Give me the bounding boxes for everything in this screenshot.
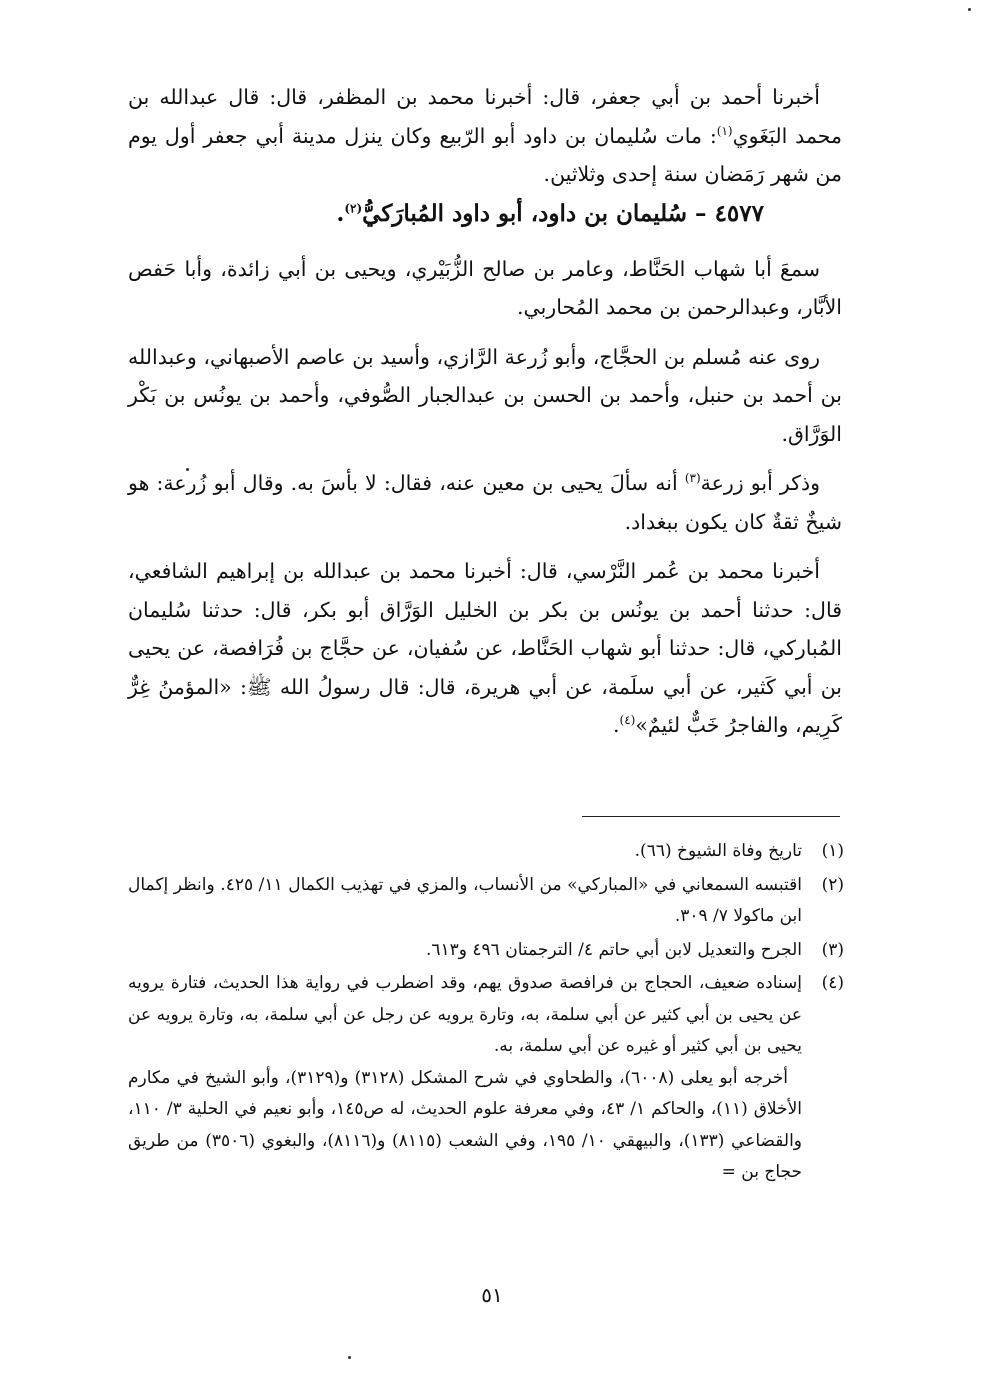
footnote-line: أخرجه أبو يعلى (٦٠٠٨)، والطحاوي في شرح المشكل (٣١٢٨) و(٣١٢٩)، وأبو الشيخ في مكارم الأخلاق (١١)، والحاكم ١/ ٤٣، وفي معرفة علوم الحديث، له ص١٤٥، وأبو نعيم في الحلية ٣/ ١١٠، والقضاعي (١٣٣)، والبيهقي ١٠/ ١٩٥، وفي الشعب (٨١١٥) و(٨١١٦)، والبغوي (٣٥٠٦) من طريق حجاج بن = (128, 1067, 802, 1182)
footnotes (128, 836, 844, 1191)
paragraph-text: : مات سُليمان بن داود أبو الرّبيع وكان ينزل مدينة أبي جعفر أول يوم من شهر رَمَضان سنة إحدى وثلاثين. (128, 123, 842, 186)
paragraph-text: أخبرنا أحمد بن أبي جعفر، قال: أخبرنا محمد بن المظفر، قال: قال عبدالله بن محمد البَغَوي (128, 85, 843, 148)
footnote-number: (٤) (821, 973, 844, 993)
footnote-line: اقتبسه السمعاني في «المباركي» من الأنساب، والمزي في تهذيب الكمال ١١/ ٤٢٥. وانظر إكمال ابن ماكولا ٧/ ٣٠٩. (128, 874, 802, 926)
footnote-line: تاريخ وفاة الشيوخ (٦٦). (634, 841, 802, 861)
paragraph-5 (128, 552, 842, 745)
footnote-text (128, 935, 802, 967)
footnote-text (128, 870, 802, 933)
scan-speck (186, 468, 189, 471)
paragraph-text: أخبرنا محمد بن عُمر النَّرْسي، قال: أخبرنا محمد بن عبدالله بن إبراهيم الشافعي، قال: حدثنا أحمد بن يونُس بن بكر بن الخليل الوَرَّاق أبو بكر، قال: حدثنا سُليمان المُباركي، قال: حدثنا أبو شهاب الحَنَّاط، عن سُفيان، عن حجَّاج بن فُرَافصة، عن يحيى بن أبي كَثير، عن أبي سلَمة، عن أبي هريرة، قال: قال رسولُ الله ﷺ: «المؤمنُ غِرٌّ كَرِيم، والفاجرُ خَبٌّ لئيمٌ» (128, 559, 842, 737)
paragraph-text: . (613, 713, 620, 737)
footnote-ref-1[interactable]: (١) (716, 123, 733, 138)
footnote-line: الجرح والتعديل لابن أبي حاتم ٤/ الترجمتان ٤٩٦ و٦١٣. (425, 939, 802, 960)
main-text (128, 78, 842, 745)
footnote-number: (١) (821, 841, 844, 861)
footnote-item (128, 836, 844, 868)
scan-speck (968, 8, 971, 11)
footnote-item (128, 870, 844, 933)
footnote-divider (582, 816, 840, 817)
heading-text: . (336, 199, 345, 227)
paragraph-4 (128, 464, 842, 541)
footnote-number: (٣) (821, 939, 844, 960)
paragraph-3: روى عنه مُسلم بن الحجَّاج، وأبو زُرعة الرَّازي، وأسيد بن عاصم الأصبهاني، وعبدالله بن أحمد بن حنبل، وأحمد بن الحسن بن عبدالجبار الصُّوفي، وأحمد بن يونُس بن بَكْر الوَرَّاق. (128, 344, 842, 446)
scan-speck (348, 1356, 351, 1359)
paragraph-1 (128, 78, 842, 194)
entry-heading (128, 194, 842, 234)
heading-text: ٤٥٧٧ – سُليمان بن داود، أبو داود المُبارَكيُّ (362, 199, 764, 227)
footnote-text (128, 836, 802, 868)
footnote-ref-4[interactable]: (٤) (619, 713, 636, 728)
paragraph-2: سمعَ أبا شهاب الحَنَّاط، وعامر بن صالح الزُّبَيْري، ويحيى بن أبي زائدة، وأبا حَفص الأبَّار، وعبدالرحمن بن محمد المُحاربي. (128, 256, 842, 319)
footnote-item (128, 968, 844, 1189)
paragraph-text: أنه سألَ يحيى بن معين عنه، فقال: لا بأسَ به. وقال أبو زُرعة: هو شيخٌ ثقةٌ كان يكون ببغداد. (128, 471, 842, 534)
page-number: ٥١ (481, 1283, 503, 1307)
footnote-ref-3[interactable]: (٣) (684, 471, 701, 486)
footnote-ref-2[interactable]: (٢) (344, 200, 363, 215)
paragraph-text: وذكر أبو زرعة (700, 471, 821, 495)
footnote-item (128, 935, 844, 967)
footnote-line: إسناده ضعيف، الحجاج بن فرافصة صدوق يهم، وقد اضطرب في رواية هذا الحديث، فتارة يرويه عن يحيى بن أبي كثير عن أبي سلمة، به، وتارة يرويه عن رجل عن أبي سلمة، به، وتارة يرويه عن يحيى بن أبي كثير أو غيره عن أبي سلمة، به. (128, 973, 802, 1056)
spacer (128, 234, 842, 250)
footnote-number: (٢) (821, 874, 844, 895)
footnote-text (128, 968, 802, 1189)
